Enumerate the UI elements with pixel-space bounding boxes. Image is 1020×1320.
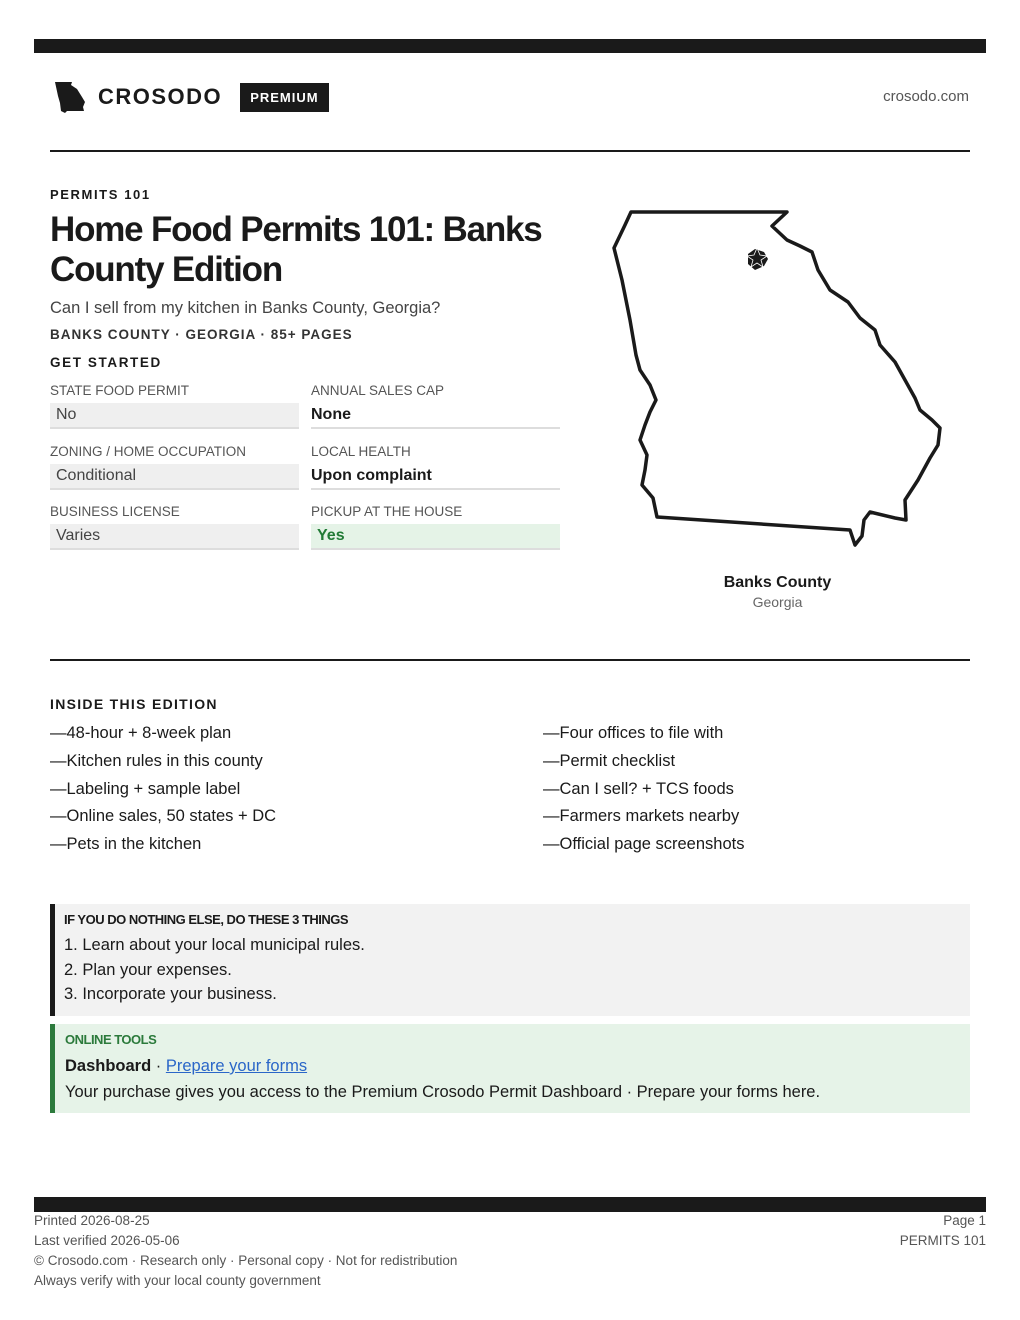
brand-name: CROSODO (98, 84, 223, 109)
list-item: —48-hour + 8-week plan (50, 724, 232, 742)
footer-left (34, 1211, 457, 1291)
footer-right (900, 1211, 986, 1251)
online-tools-box (50, 1024, 970, 1113)
inside-list-right (543, 722, 744, 861)
list-item: —Pets in the kitchen (50, 835, 202, 854)
list-item: —Kitchen rules in this county (50, 751, 263, 770)
list-item: —Four offices to file with (543, 724, 724, 742)
copyright-notice: © Crosodo.com · Research only · Personal copy · Not for redistribution (34, 1253, 458, 1268)
list-item: —Online sales, 50 states + DC (50, 807, 277, 826)
tools-description: Your purchase gives you access to the Premium Crosodo Permit Dashboard · Prepare your forms here. (65, 1083, 821, 1101)
callout-item: 2. Plan your expenses. (64, 960, 232, 979)
verify-note: Always verify with your local county government (34, 1273, 321, 1288)
inside-list-left (50, 722, 276, 861)
list-item: —Farmers markets nearby (543, 807, 740, 826)
dashboard-label: Dashboard (65, 1057, 152, 1075)
edition-meta: BANKS COUNTY · GEORGIA · 85+ PAGES (50, 327, 353, 342)
callout-item: 3. Incorporate your business. (64, 985, 277, 1003)
fact-value: Varies (50, 524, 299, 550)
georgia-map-icon (605, 205, 950, 555)
map-caption (690, 574, 865, 610)
fact-value: Conditional (50, 464, 299, 490)
fact-value: Yes (311, 524, 560, 550)
footer-section: PERMITS 101 (899, 1233, 986, 1248)
fact-label: STATE FOOD PERMIT (50, 383, 190, 398)
map-state-name: Georgia (752, 594, 803, 610)
fact-label: LOCAL HEALTH (311, 444, 411, 459)
tools-separator: · (151, 1057, 166, 1075)
printed-date: Printed 2026-08-25 (34, 1213, 150, 1228)
fact-value: None (311, 403, 560, 429)
callout-item: 1. Learn about your local municipal rules. (64, 936, 365, 954)
fact-label: ANNUAL SALES CAP (311, 383, 445, 398)
site-url[interactable]: crosodo.com (883, 88, 969, 105)
page-subtitle: Can I sell from my kitchen in Banks County, Georgia? (50, 299, 441, 317)
callout-heading: IF YOU DO NOTHING ELSE, DO THESE 3 THINGS (64, 912, 349, 927)
three-things-callout (50, 904, 970, 1016)
tools-heading: ONLINE TOOLS (65, 1032, 157, 1047)
county-marker-icon (747, 248, 768, 270)
fact-label: BUSINESS LICENSE (50, 504, 180, 519)
state-map (605, 205, 950, 555)
prepare-forms-link[interactable]: Prepare your forms (165, 1057, 308, 1075)
fact-state-food-permit (50, 382, 299, 429)
bottom-bar (34, 1197, 986, 1212)
fact-annual-sales-cap (311, 382, 560, 429)
fact-label: PICKUP AT THE HOUSE (311, 504, 463, 519)
fact-value: Upon complaint (311, 464, 560, 490)
map-county-name: Banks County (723, 574, 832, 591)
get-started-heading: GET STARTED (50, 355, 162, 370)
fact-label: ZONING / HOME OCCUPATION (50, 444, 247, 459)
premium-badge: PREMIUM (240, 83, 328, 112)
fact-local-health (311, 443, 560, 490)
fact-zoning (50, 443, 299, 490)
fact-pickup-at-house (311, 503, 560, 550)
header-divider (50, 150, 970, 152)
list-item: —Official page screenshots (543, 835, 745, 854)
list-item: —Can I sell? + TCS foods (543, 779, 734, 798)
fact-business-license (50, 503, 299, 550)
georgia-logo-icon (52, 80, 86, 114)
list-item: —Labeling + sample label (50, 779, 241, 798)
list-item: —Permit checklist (543, 751, 676, 770)
section-kicker: PERMITS 101 (50, 187, 151, 202)
page-number: Page 1 (943, 1213, 986, 1228)
fact-value: No (50, 403, 299, 429)
verified-date: Last verified 2026-05-06 (34, 1233, 180, 1248)
inside-heading: INSIDE THIS EDITION (50, 696, 218, 712)
logo[interactable] (52, 80, 329, 114)
section-divider (50, 659, 970, 661)
top-bar (34, 39, 986, 53)
tools-links (65, 1055, 970, 1081)
page-title: Home Food Permits 101: Banks County Edition (50, 210, 542, 289)
